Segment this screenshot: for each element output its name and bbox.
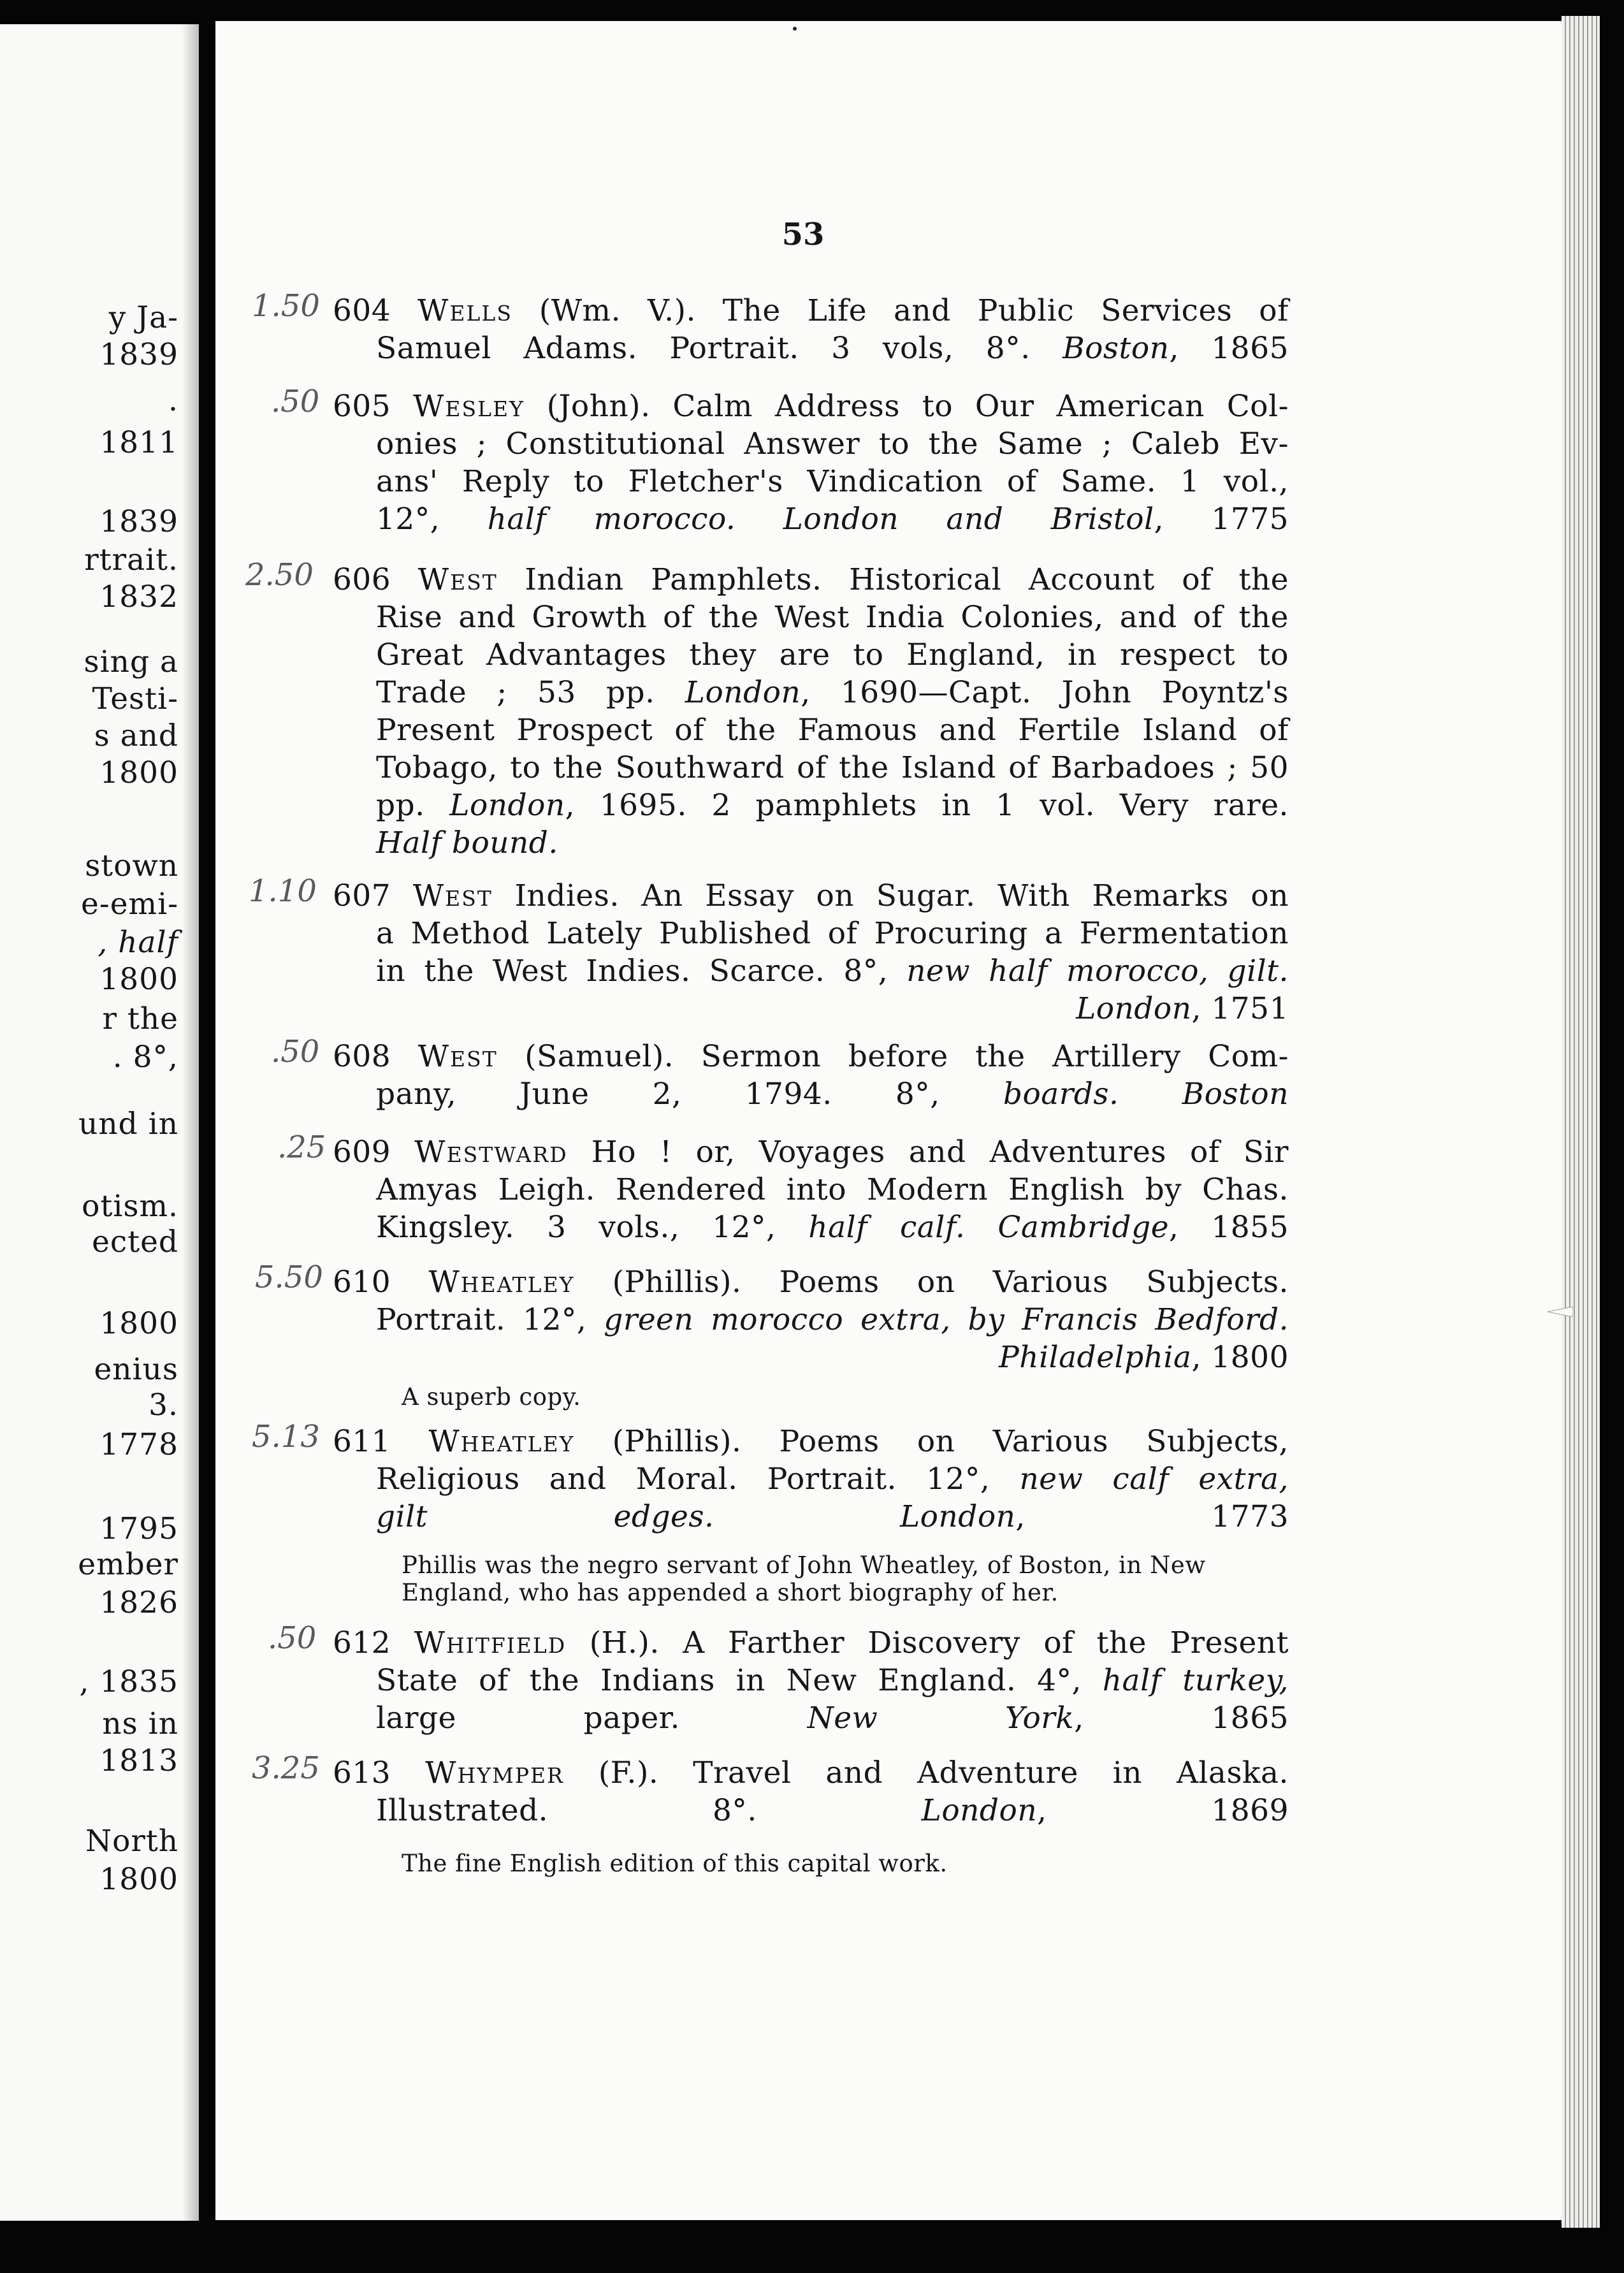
author-name: Westward	[414, 1135, 568, 1170]
text-run: 12°,	[376, 502, 488, 537]
text-run: Religious and Moral. Portrait. 12°,	[376, 1462, 1020, 1497]
text-run: 605	[333, 389, 414, 424]
author-name: Wesley	[413, 389, 525, 424]
catalogue-entry	[252, 288, 1289, 367]
text-run: Indian Pamphlets. Historical Account of the	[497, 562, 1289, 597]
text-run: large paper.	[376, 1701, 808, 1736]
left-page-fragment: otism.	[82, 1189, 178, 1224]
entry-line	[376, 1699, 1289, 1737]
catalogue-entry	[277, 1129, 1289, 1246]
catalogue-entry	[271, 384, 1289, 538]
author-name: Wheatley	[428, 1265, 575, 1300]
entry-line	[333, 561, 1289, 599]
entry-line	[376, 1792, 1289, 1829]
entry-line	[376, 1301, 1289, 1339]
italic-text: Cambridge	[997, 1210, 1170, 1245]
italic-text: London	[921, 1793, 1038, 1828]
catalogue-entry	[245, 557, 1289, 862]
entry-line	[376, 636, 1289, 674]
italic-text: new half morocco, gilt.	[906, 954, 1289, 989]
left-page-fragment: . 8°,	[112, 1040, 178, 1075]
catalogue-entry	[252, 1750, 1289, 1829]
text-run: 611	[333, 1424, 429, 1459]
handwritten-price-mark: 1.10	[249, 873, 317, 909]
left-page-fragment: stown	[85, 848, 178, 883]
text-run: Present Prospect of the Famous and Fertile Island of	[376, 713, 1289, 748]
text-run: , 1865	[1169, 331, 1289, 366]
entry-line	[376, 425, 1289, 463]
handwritten-price-mark: 5.13	[252, 1419, 320, 1455]
left-page-fragment: .	[168, 383, 178, 418]
left-page-fragment: und in	[78, 1107, 178, 1142]
text-run: 606	[333, 562, 418, 597]
left-page-fragment: sing a	[83, 644, 178, 679]
entry-line	[376, 330, 1289, 367]
left-page-fragment: , 1835	[79, 1664, 178, 1699]
entry-line	[376, 674, 1289, 711]
text-run: , 1865	[1074, 1701, 1289, 1736]
entry-line	[376, 599, 1289, 636]
left-page-fragment: 1839	[99, 337, 178, 372]
left-page-fragment: North	[85, 1824, 178, 1859]
page-tab-pointer	[1548, 1307, 1573, 1317]
entry-line	[376, 952, 1289, 990]
left-page-fragment: enius	[94, 1352, 178, 1387]
entry-line	[376, 1460, 1289, 1498]
text-run: 604	[333, 293, 418, 328]
entry-line	[376, 787, 1289, 824]
handwritten-price-mark: 1.50	[252, 288, 320, 324]
note-611-line-2: England, who has appended a short biography of her.	[402, 1579, 1059, 1606]
left-page-fragment: 1832	[99, 579, 178, 614]
left-page-fragment: rtrait.	[84, 542, 178, 577]
entry-line	[333, 1423, 1289, 1460]
text-run: Samuel Adams. Portrait. 3 vols, 8°.	[376, 331, 1063, 366]
text-run: a Method Lately Published of Procuring a Fermentation	[376, 916, 1289, 951]
left-page-fragment: 1813	[99, 1743, 178, 1778]
text-run: Kingsley. 3 vols., 12°,	[376, 1210, 809, 1245]
text-run: onies ; Constitutional Answer to the Same ; Caleb Ev-	[376, 426, 1289, 461]
italic-text: half calf.	[808, 1210, 966, 1245]
handwritten-price-mark: 2.50	[245, 557, 314, 593]
entry-line	[376, 990, 1289, 1028]
entry-line	[333, 292, 1289, 330]
left-page-fragment: 1795	[99, 1511, 178, 1546]
entry-line	[376, 1075, 1289, 1113]
left-page-fragment: y Ja-	[108, 300, 178, 335]
left-page-fragment: 1778	[99, 1427, 178, 1462]
text-run	[714, 1499, 900, 1534]
entry-line	[333, 1133, 1289, 1171]
handwritten-price-mark: .50	[271, 1034, 320, 1070]
author-name: Whitfield	[414, 1625, 567, 1660]
note-611-line-1: Phillis was the negro servant of John Wheatley, of Boston, in New	[402, 1551, 1206, 1579]
handwritten-price-mark: 5.50	[255, 1260, 323, 1295]
italic-text: New York	[807, 1701, 1075, 1736]
text-run: Tobago, to the Southward of the Island of Barbadoes ; 50	[376, 750, 1289, 785]
italic-text: half turkey,	[1102, 1663, 1289, 1698]
note-610: A superb copy.	[402, 1383, 581, 1411]
entry-line	[333, 1624, 1289, 1662]
text-run: , 1869	[1037, 1793, 1289, 1828]
text-run: Rise and Growth of the West India Colonies, and of the	[376, 600, 1289, 635]
text-run: ans' Reply to Fletcher's Vindication of Same. 1 vol.,	[376, 464, 1289, 499]
left-page-fragment: 1839	[99, 504, 178, 539]
left-page-fragment: e-emi-	[81, 887, 178, 922]
italic-text: Half bound.	[376, 825, 558, 861]
page-number: 53	[781, 217, 825, 252]
text-run: , 1690—Capt. John Poyntz's	[801, 675, 1289, 710]
catalogue-entry	[249, 873, 1289, 1028]
left-page-fragment: 1826	[99, 1585, 178, 1620]
handwritten-price-mark: .50	[268, 1620, 317, 1656]
text-run: (H.). A Farther Discovery of the Present	[566, 1625, 1289, 1660]
left-page-fragment: ember	[78, 1547, 178, 1582]
italic-text: green morocco extra, by Francis Bedford.	[604, 1302, 1289, 1337]
italic-text: London	[899, 1499, 1016, 1534]
text-run	[1119, 1077, 1182, 1112]
text-run	[966, 1210, 998, 1245]
text-run: , 1800	[1191, 1340, 1289, 1375]
text-run: in the West Indies. Scarce. 8°,	[376, 954, 907, 989]
text-run: (Phillis). Poems on Various Subjects.	[574, 1265, 1289, 1300]
text-run: Illustrated. 8°.	[376, 1793, 922, 1828]
text-run: 610	[333, 1265, 429, 1300]
text-run: pany, June 2, 1794. 8°,	[376, 1077, 1003, 1112]
text-run: Portrait. 12°,	[376, 1302, 604, 1337]
entry-line	[376, 824, 1289, 862]
entry-line	[376, 1498, 1289, 1536]
text-run: , 1695. 2 pamphlets in 1 vol. Very rare.	[565, 788, 1289, 823]
text-run: , 1751	[1191, 991, 1289, 1026]
text-run: State of the Indians in New England. 4°,	[376, 1663, 1103, 1698]
entry-line	[333, 877, 1289, 915]
left-page-fragment: s and	[94, 718, 178, 753]
entry-line	[376, 500, 1289, 538]
text-run: 612	[333, 1625, 414, 1660]
entry-line	[376, 1662, 1289, 1699]
left-page-fragment: , half	[98, 925, 178, 960]
left-page-fragment: r the	[102, 1001, 178, 1036]
text-run: 607	[333, 878, 413, 913]
text-run: Amyas Leigh. Rendered into Modern English by Chas.	[376, 1172, 1289, 1207]
note-613: The fine English edition of this capital work.	[402, 1850, 948, 1877]
left-page-gutter	[182, 24, 199, 2221]
left-page-fragment: 3.	[149, 1388, 178, 1423]
italic-text: new calf extra,	[1019, 1462, 1289, 1497]
page-edges	[1562, 16, 1600, 2228]
entry-line	[376, 1209, 1289, 1246]
text-run: , 1855	[1169, 1210, 1289, 1245]
text-run: 609	[333, 1135, 415, 1170]
italic-text: London and Bristol	[783, 502, 1154, 537]
italic-text: boards.	[1003, 1077, 1119, 1112]
text-run: Indies. An Essay on Sugar. With Remarks on	[492, 878, 1289, 913]
entry-line	[376, 915, 1289, 952]
entry-line	[333, 388, 1289, 425]
text-run: pp.	[376, 788, 450, 823]
left-page-fragment: Testi-	[92, 681, 178, 716]
catalogue-entry	[252, 1419, 1289, 1536]
italic-text: Boston	[1062, 331, 1170, 366]
text-run: 613	[333, 1755, 426, 1790]
left-page-fragment: 1800	[99, 755, 178, 790]
left-page-fragment: ected	[92, 1224, 178, 1260]
text-run: (Samuel). Sermon before the Artillery Com-	[497, 1039, 1289, 1074]
text-run: , 1773	[1015, 1499, 1289, 1534]
author-name: West	[412, 878, 493, 913]
italic-text: gilt edges.	[376, 1499, 714, 1534]
text-run: Ho ! or, Voyages and Adventures of Sir	[567, 1135, 1289, 1170]
text-run: , 1775	[1154, 502, 1289, 537]
entry-line	[333, 1038, 1289, 1075]
left-page-fragment: 1800	[99, 1306, 178, 1341]
left-page	[0, 24, 199, 2221]
italic-text: Boston	[1182, 1077, 1289, 1112]
handwritten-price-mark: 3.25	[252, 1750, 320, 1786]
catalogue-entry	[255, 1260, 1289, 1376]
text-run: (Wm. V.). The Life and Public Services of	[512, 293, 1289, 328]
catalogue-entry	[271, 1034, 1289, 1113]
left-page-fragment: ns in	[102, 1706, 178, 1741]
page-top-dot	[793, 27, 797, 31]
text-run	[736, 502, 783, 537]
entry-line	[333, 1754, 1289, 1792]
text-run: Trade ; 53 pp.	[376, 675, 685, 710]
text-run: (F.). Travel and Adventure in Alaska.	[563, 1755, 1289, 1790]
text-run: (Phillis). Poems on Various Subjects,	[574, 1424, 1289, 1459]
entry-line	[376, 711, 1289, 749]
italic-text: Philadelphia	[999, 1340, 1192, 1375]
entry-line	[333, 1263, 1289, 1301]
entry-line	[376, 749, 1289, 787]
author-name: Wells	[417, 293, 512, 328]
entry-line	[376, 1171, 1289, 1209]
text-run: Great Advantages they are to England, in respect to	[376, 637, 1289, 672]
left-page-fragment: 1811	[99, 425, 178, 460]
entry-line	[376, 1339, 1289, 1376]
author-name: West	[417, 1039, 498, 1074]
text-run: 608	[333, 1039, 418, 1074]
italic-text: London	[449, 788, 565, 823]
handwritten-price-mark: .25	[277, 1129, 326, 1165]
author-name: West	[417, 562, 498, 597]
author-name: Whymper	[425, 1755, 564, 1790]
italic-text: half morocco.	[487, 502, 736, 537]
handwritten-price-mark: .50	[271, 384, 320, 419]
catalogue-entry	[268, 1620, 1289, 1737]
left-page-fragment: 1800	[99, 1862, 178, 1897]
author-name: Wheatley	[428, 1424, 575, 1459]
italic-text: London	[685, 675, 801, 710]
entry-line	[376, 463, 1289, 500]
left-page-fragment: 1800	[99, 962, 178, 997]
text-run: (John). Calm Address to Our American Col-	[524, 389, 1289, 424]
italic-text: London	[1076, 991, 1192, 1026]
